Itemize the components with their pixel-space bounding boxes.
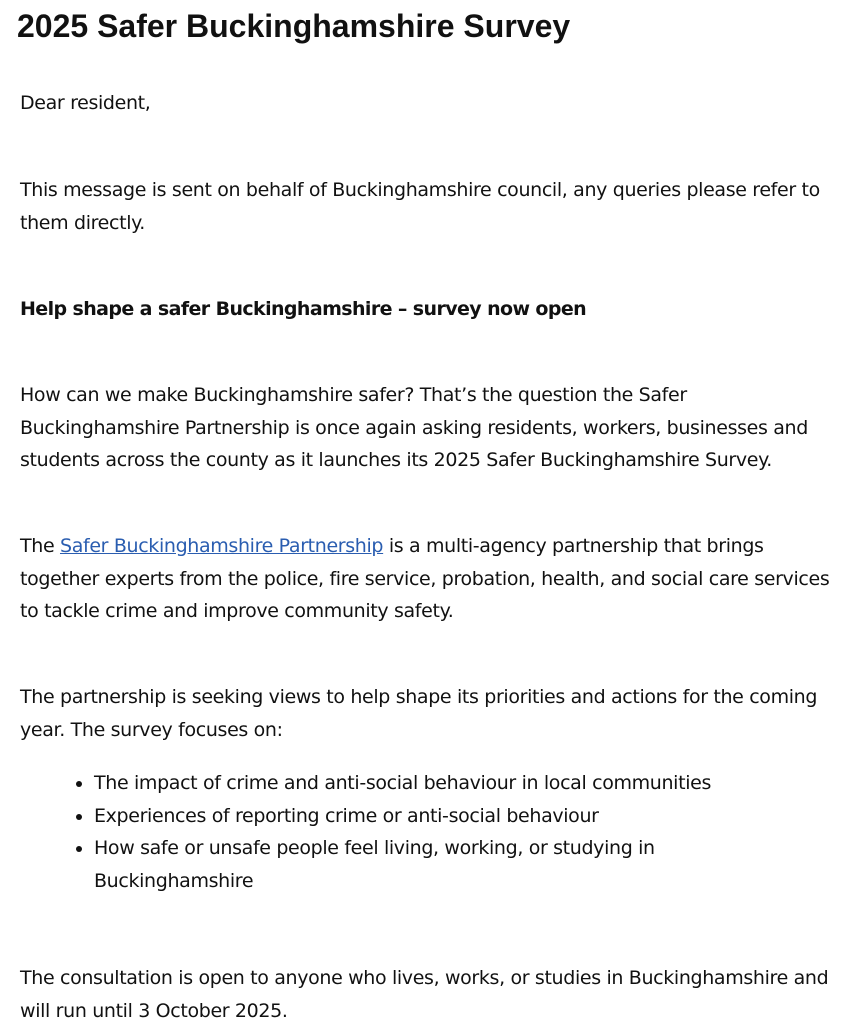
focus-list [44,767,794,897]
priorities-paragraph: The partnership is seeking views to help shape its priorities and actions for the coming year. The survey focuses on: [20,686,818,741]
subheading: Help shape a safer Buckinghamshire – survey now open [20,298,587,320]
partnership-text-before: The [20,535,60,557]
partnership-text-after: is a multi-agency partnership that brings together experts from the police, fire service, probation, health, and social care services to tackle crime and improve community safety. [20,535,830,622]
page-title: 2025 Safer Buckinghamshire Survey [17,8,571,44]
list-item: • The impact of crime and anti-social behaviour in local communities [94,767,794,800]
partnership-paragraph [20,530,835,628]
survey-intro-paragraph: How can we make Buckinghamshire safer? That’s the question the Safer Buckinghamshire Partnership is once again asking residents, workers, businesses and students across the county as it launches its 2025 Safer Buckinghamshire Survey. [20,384,808,471]
intro-paragraph: This message is sent on behalf of Buckinghamshire council, any queries please refer to them directly. [20,179,820,234]
consultation-paragraph: The consultation is open to anyone who lives, works, or studies in Buckinghamshire and will run until 3 October 2025. [20,967,829,1022]
partnership-link[interactable]: Safer Buckinghamshire Partnership [59,535,384,557]
list-item: • How safe or unsafe people feel living, working, or studying in Buckinghamshire [94,832,794,897]
list-item: • Experiences of reporting crime or anti-social behaviour [94,800,794,833]
greeting: Dear resident, [20,92,151,114]
